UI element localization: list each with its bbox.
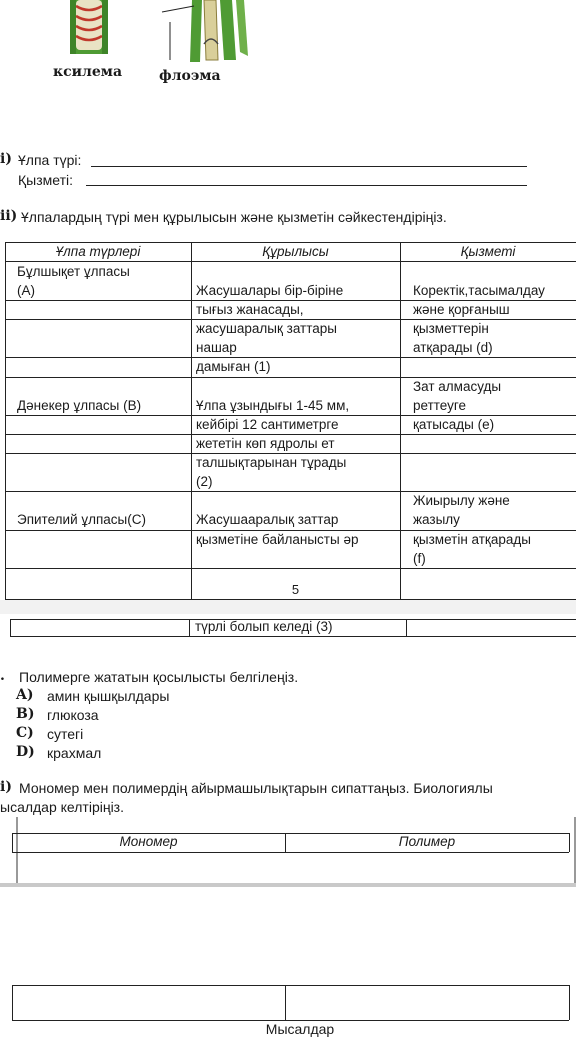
col-header-monomer: Мономер xyxy=(119,834,178,849)
function-line: қызметін атқарады xyxy=(413,532,531,547)
tissue-type-label: Ұлпа түрі: xyxy=(18,152,82,168)
structure-line: Ұлпа ұзындығы 1-45 мм, xyxy=(196,398,350,413)
option-text: сутегі xyxy=(47,726,84,742)
function-line: реттеуге xyxy=(413,398,467,413)
tissue-type-muscle-code: (A) xyxy=(17,283,35,298)
option-text: глюкоза xyxy=(47,707,99,723)
monomer-marker: i) xyxy=(0,779,12,795)
frame-bottom-band xyxy=(0,883,576,887)
function-line: Коректік,тасымалдау xyxy=(413,283,545,298)
examples-label: Мысалдар xyxy=(265,1021,335,1037)
monomer-question-line1: Мономер мен полимердің айырмашылықтарын сипаттаңыз. Биологиялы xyxy=(19,780,493,796)
option-b[interactable] xyxy=(16,706,216,724)
tissue-type-epithelial: Эпителий ұлпасы(C) xyxy=(17,512,146,527)
function-line: жазылу xyxy=(413,512,460,527)
option-letter: A) xyxy=(16,687,34,703)
function-line: (f) xyxy=(413,551,426,566)
structure-line: (2) xyxy=(196,474,213,489)
structure-line: талшықтарынан тұрады xyxy=(196,455,347,470)
structure-line: қызметіне байланысты әр xyxy=(196,532,359,547)
option-text: крахмал xyxy=(47,745,102,761)
function-line: Зат алмасуды xyxy=(413,379,502,394)
option-a[interactable] xyxy=(16,687,216,705)
col-header-tissue-type: Ұлпа түрлері xyxy=(55,244,141,259)
mc-marker: . xyxy=(0,668,5,684)
function-line: атқарады (d) xyxy=(413,340,493,355)
function-line: қызметтерін xyxy=(413,321,489,336)
question-ii-marker: ii) xyxy=(0,208,18,224)
mc-question-text: Полимерге жататын қосылысты белгілеңіз. xyxy=(19,669,299,685)
function-line: Жиырылу және xyxy=(413,493,510,508)
col-header-function: Қызметі xyxy=(460,244,516,259)
monomer-question-line2: ысалдар келтіріңіз. xyxy=(0,799,124,815)
structure-line: жасушаралық заттары xyxy=(196,321,337,336)
xylem-label: ксилема xyxy=(53,64,123,80)
structure-line: жететін көп ядролы ет xyxy=(196,436,335,451)
option-text: амин қышқылдары xyxy=(47,688,170,704)
question-i-marker: i) xyxy=(0,151,12,167)
option-d[interactable] xyxy=(16,744,216,762)
structure-line: нашар xyxy=(196,340,237,355)
function-line: және қорғаныш xyxy=(413,302,510,317)
page-number: 5 xyxy=(291,582,300,597)
tissue-type-connective: Дәнекер ұлпасы (B) xyxy=(17,398,142,413)
option-letter: C) xyxy=(16,725,34,741)
continuation-text: түрлі болып келеді (3) xyxy=(195,619,333,634)
phloem-label: флоэма xyxy=(159,68,221,84)
examples-monomer-cell[interactable] xyxy=(13,986,284,1019)
structure-line: Жасушааралық заттар xyxy=(196,512,339,527)
structure-line: дамыған (1) xyxy=(196,359,271,374)
function-label: Қызметі: xyxy=(18,172,73,188)
tissue-type-muscle: Бұлшықет ұлпасы xyxy=(17,264,130,279)
col-header-structure: Құрылысы xyxy=(262,244,329,259)
structure-line: тығыз жанасады, xyxy=(196,302,304,317)
page-break-gap xyxy=(0,600,576,614)
option-letter: B) xyxy=(16,706,35,722)
question-ii-instruction: Ұлпалардың түрі мен құрылысын және қызметін сәйкестендіріңіз. xyxy=(21,209,447,225)
function-line: қатысады (e) xyxy=(413,417,495,432)
examples-polymer-cell[interactable] xyxy=(286,986,568,1019)
col-header-polymer: Полимер xyxy=(398,834,456,849)
option-c[interactable] xyxy=(16,725,216,743)
structure-line: Жасушалары бір-біріне xyxy=(196,283,344,298)
option-letter: D) xyxy=(16,744,35,760)
structure-line: кейбірі 12 сантиметрге xyxy=(196,417,339,432)
